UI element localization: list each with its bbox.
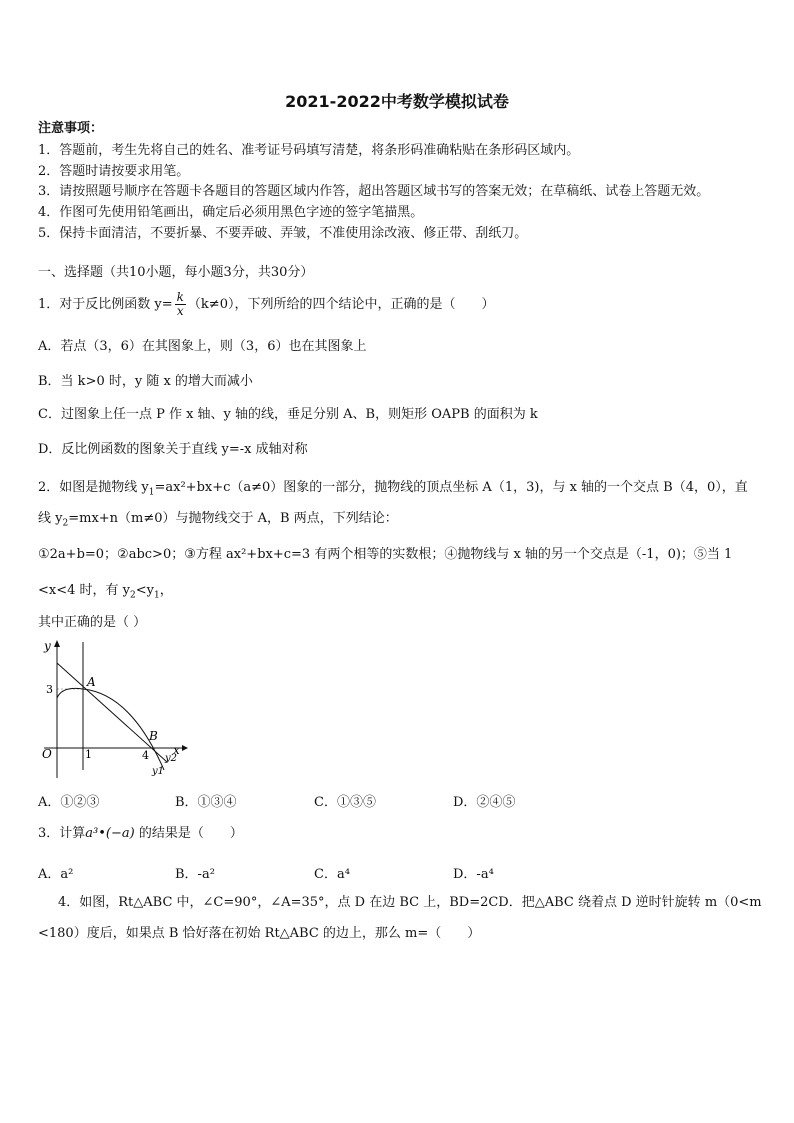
q2-option-d: D．②④⑤: [453, 795, 516, 810]
note-item: 3．请按照题号顺序在答题卡各题目的答题区域内作答，超出答题区域书写的答案无效；在草稿纸、试卷上答题无效。: [38, 184, 710, 199]
section-heading: 一、选择题（共10小题，每小题3分，共30分）: [38, 265, 314, 280]
text: ，: [159, 583, 173, 598]
y2-label: y2: [165, 753, 178, 764]
q3-option-b: B．-a²: [175, 867, 215, 882]
y1-label: y1: [152, 766, 165, 777]
math-expression: a³•(−a): [85, 826, 135, 841]
q2-option-a: A．①②③: [38, 795, 100, 810]
x-axis-arrow: [182, 745, 188, 751]
line-y2: [57, 663, 167, 762]
text: =ax²+bx+c（a≠0）图象的一部分，抛物线的顶点坐标 A（1，3)，与 x 轴的一个交点 B（4，0），直: [154, 480, 748, 495]
note-item: 2．答题时请按要求用笔。: [38, 164, 190, 179]
q1-option-b: B．当 k>0 时，y 随 x 的增大而减小: [38, 374, 253, 389]
tick-label-3: 3: [46, 683, 53, 696]
q3-option-d: D．-a⁴: [453, 867, 494, 882]
q3-option-c: C．a⁴: [314, 867, 350, 882]
question-2-line-3: ①2a+b=0；②abc>0；③方程 ax²+bx+c=3 有两个相等的实数根；④抛物线与 x 轴的另一个交点是（-1，0)；⑤当 1: [38, 547, 733, 562]
subscript: 1: [148, 487, 155, 498]
text: 的结果是（ ）: [134, 826, 243, 841]
text: <y: [135, 583, 154, 598]
fraction-k-over-x: [175, 291, 186, 318]
q1-option-d: D．反比例函数的图象关于直线 y=-x 成轴对称: [38, 442, 308, 457]
y-axis-arrow: [54, 640, 60, 647]
tick-label-1: 1: [85, 748, 92, 761]
note-item: 5．保持卡面清洁，不要折暴、不要弄破、弄皱，不准使用涂改液、修正带、刮纸刀。: [38, 226, 528, 241]
q2-option-b: B．①③④: [175, 795, 237, 810]
text: 3．计算: [38, 826, 86, 841]
notes-heading: 注意事项：: [38, 121, 104, 136]
page-title: 2021-2022中考数学模拟试卷: [285, 92, 509, 111]
text: 2．如图是抛物线 y: [38, 480, 149, 495]
point-a-label: A: [87, 675, 96, 689]
question-4-line-1: 4．如图，Rt△ABC 中，∠C=90°，∠A=35°，点 D 在边 BC 上，BD=2CD．把△ABC 绕着点 D 逆时针旋转 m（0<m: [58, 895, 762, 910]
x-axis-label: x: [173, 743, 180, 757]
question-2-line-4: [38, 583, 173, 604]
subscript: 1: [153, 590, 160, 601]
parabola-figure: [36, 638, 196, 784]
text: =mx+n（m≠0）与抛物线交于 A，B 两点，下列结论：: [68, 511, 398, 526]
subscript: 2: [62, 518, 69, 529]
text: <x<4 时，有 y: [38, 583, 130, 598]
question-2-line-5: 其中正确的是（ ）: [38, 615, 147, 630]
question-1-stem: [38, 291, 494, 319]
question-3-stem: [38, 826, 243, 842]
q1-option-a: A．若点（3，6）在其图象上，则（3，6）也在其图象上: [38, 339, 367, 354]
question-2-line-2: [38, 511, 398, 532]
note-item: 1．答题前，考生先将自己的姓名、准考证号码填写清楚，将条形码准确粘贴在条形码区域内。: [38, 143, 580, 158]
point-b-label: B: [149, 729, 158, 743]
q1-option-c: C．过图象上任一点 P 作 x 轴、y 轴的线，垂足分别 A、B，则矩形 OAPB 的面积为 k: [38, 407, 538, 422]
q1-suffix: （k≠0），下列所给的四个结论中，正确的是（ ）: [187, 297, 495, 312]
text: 线 y: [38, 511, 63, 526]
y-axis-label: y: [44, 639, 51, 653]
question-4-line-2: <180）度后，如果点 B 恰好落在初始 Rt△ABC 的边上，那么 m=（ ）: [38, 926, 481, 941]
tick-label-4: 4: [142, 749, 149, 762]
fraction-numerator: k: [176, 290, 184, 304]
origin-label: O: [42, 747, 52, 761]
q1-prefix: 1．对于反比例函数 y=: [38, 297, 173, 312]
q2-option-c: C．①③⑤: [314, 795, 376, 810]
note-item: 4．作图可先使用铅笔画出，确定后必须用黑色字迹的签字笔描黑。: [38, 205, 424, 220]
subscript: 2: [130, 590, 136, 601]
question-2-line-1: [38, 480, 748, 501]
fraction-denominator: x: [176, 304, 184, 318]
q3-option-a: A．a²: [38, 867, 74, 882]
